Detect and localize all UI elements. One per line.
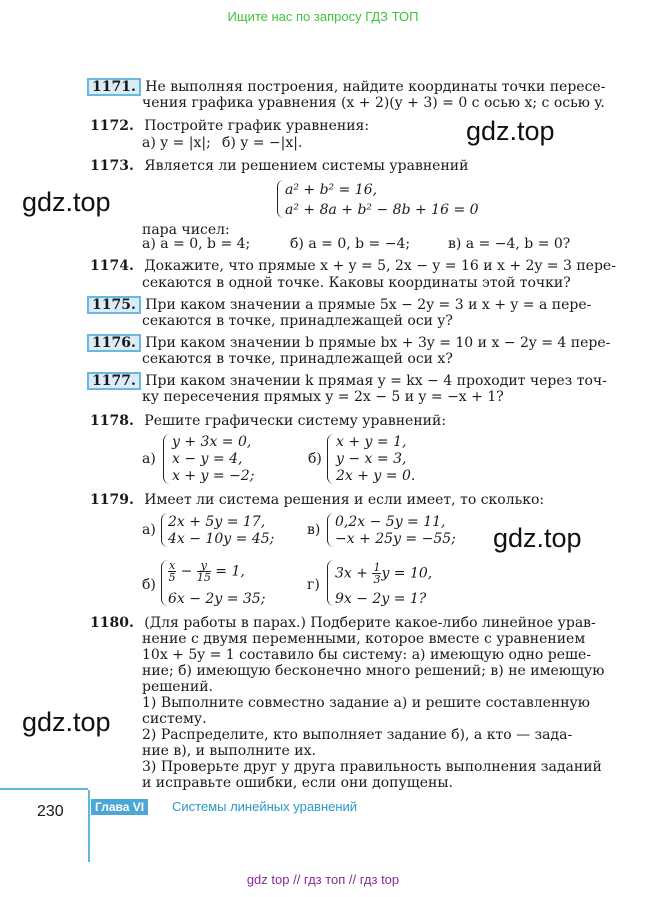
problem-number[interactable]: 1171. xyxy=(87,78,141,96)
problem-1178 xyxy=(90,413,446,429)
option-a: а) a = 0, b = 4; xyxy=(142,236,251,252)
top-banner[interactable]: Ищите нас по запросу ГДЗ ТОП xyxy=(227,9,419,24)
problem-text: При каком значении b прямые bx + 3y = 10 и x − 2y = 4 пере- xyxy=(145,335,611,351)
system-brace xyxy=(163,434,170,484)
bottom-links[interactable]: gdz top // гдз топ // гдз top xyxy=(246,872,400,887)
step-text: и исправьте ошибки, если они допущены. xyxy=(142,775,453,791)
system-brace xyxy=(161,560,168,606)
fraction: $\frac{x}{5}$ xyxy=(168,559,176,584)
watermark: gdz.top xyxy=(22,707,111,737)
chapter-label: Глава VI xyxy=(91,799,148,815)
watermark: gdz.top xyxy=(22,187,111,217)
problem-1173 xyxy=(90,158,468,174)
problem-1171 xyxy=(87,78,605,96)
footer-vertical-rule xyxy=(88,790,90,862)
equation: 2x + y = 0. xyxy=(336,468,416,484)
option-a-label: а) xyxy=(142,522,156,538)
equation: 9x − 2y = 1? xyxy=(335,591,427,607)
equation: y − x = 3, xyxy=(336,451,407,467)
system-brace xyxy=(161,513,168,547)
step-text: систему. xyxy=(142,711,207,727)
problem-text: 10x + 5y = 1 составило бы систему: а) имеющую одно реше- xyxy=(142,647,592,663)
equation: a² + b² = 16, xyxy=(285,182,378,198)
option-a-label: а) xyxy=(142,451,156,467)
problem-1179 xyxy=(90,492,544,508)
equation: y + 3x = 0, xyxy=(172,434,252,450)
problem-text: Постройте график уравнения: xyxy=(144,118,370,134)
problem-number: 1173. xyxy=(90,158,134,174)
equation: 4x − 10y = 45; xyxy=(168,531,275,547)
option-b: б) a = 0, b = −4; xyxy=(290,236,411,252)
problem-text: Решите графически систему уравнений: xyxy=(144,413,447,429)
step-text: 3) Проверьте друг у друга правильность выполнения заданий xyxy=(142,759,602,775)
watermark: gdz.top xyxy=(466,116,555,146)
equation: 2x + 5y = 17, xyxy=(168,514,266,530)
equation: a² + 8a + b² − 8b + 16 = 0 xyxy=(285,202,479,218)
problem-number: 1174. xyxy=(90,258,134,274)
problem-text: При каком значении a прямые 5x − 2y = 3 и x + y = a пере- xyxy=(145,297,592,313)
step-text: 2) Распределите, кто выполняет задание б), а кто — зада- xyxy=(142,727,573,743)
problem-text: Является ли решением системы уравнений xyxy=(144,158,469,174)
problem-text: секаются в точке, принадлежащей оси y? xyxy=(142,313,453,329)
option-g-label: г) xyxy=(307,577,320,593)
equation: x + y = 1, xyxy=(336,434,407,450)
problem-1176 xyxy=(87,334,610,352)
problem-text: (Для работы в парах.) Подберите какое-либо линейное урав- xyxy=(144,615,596,631)
fraction: $\frac{1}{3}$ xyxy=(373,561,381,586)
problem-1172 xyxy=(90,118,369,134)
equation: x + y = −2; xyxy=(172,468,255,484)
step-text: 1) Выполните совместно задание а) и решите составленную xyxy=(142,695,590,711)
equation: 0,2x − 5y = 11, xyxy=(335,514,446,530)
problem-number: 1179. xyxy=(90,492,134,508)
problem-text: При каком значении k прямая y = kx − 4 проходит через точ- xyxy=(145,373,607,389)
problem-number[interactable]: 1175. xyxy=(87,296,141,314)
equation: −x + 25y = −55; xyxy=(335,531,456,547)
step-text: ние в), и выполните их. xyxy=(142,743,316,759)
fraction: $\frac{y}{15}$ xyxy=(196,559,211,584)
equation: 3x + $\frac{1}{3}$ y = 10, xyxy=(335,561,433,586)
problem-1180 xyxy=(90,615,596,631)
problem-text: чения графика уравнения (x + 2)(y + 3) = 0 с осью x; с осью y. xyxy=(142,95,605,111)
equation: x − y = 4, xyxy=(172,451,243,467)
problem-text: нение с двумя переменными, которое вместе с уравнением xyxy=(142,631,586,647)
problem-number[interactable]: 1177. xyxy=(87,372,141,390)
equation: $\frac{x}{5}$ − $\frac{y}{15}$ = 1, xyxy=(168,559,245,584)
problem-1174 xyxy=(90,258,616,274)
problem-text: пара чисел: xyxy=(142,222,230,238)
chapter-title: Системы линейных уравнений xyxy=(172,799,358,814)
problem-number[interactable]: 1176. xyxy=(87,334,141,352)
problem-text: секаются в точке, принадлежащей оси x? xyxy=(142,351,453,367)
option-c: в) a = −4, b = 0? xyxy=(448,236,571,252)
option-b: б) y = −|x|. xyxy=(222,135,303,151)
option-v-label: в) xyxy=(307,522,321,538)
problem-text: Не выполняя построения, найдите координаты точки пересе- xyxy=(145,79,606,95)
problem-number: 1180. xyxy=(90,615,134,631)
equation: 6x − 2y = 35; xyxy=(168,591,266,607)
problem-text: Имеет ли система решения и если имеет, то сколько: xyxy=(144,492,545,508)
option-a: а) y = |x|; xyxy=(142,135,211,151)
system-brace xyxy=(277,180,284,218)
problem-text: ние; б) имеющую бесконечно много решений; в) не имеющую xyxy=(142,663,605,679)
option-b-label: б) xyxy=(308,451,322,467)
option-b-label: б) xyxy=(142,577,156,593)
problem-text: секаются в одной точке. Каковы координаты этой точки? xyxy=(142,275,571,291)
system-brace xyxy=(327,513,334,547)
watermark: gdz.top xyxy=(493,523,582,553)
footer-rule xyxy=(0,788,88,790)
problem-1175 xyxy=(87,296,591,314)
problem-text: решений. xyxy=(142,679,213,695)
problem-number: 1178. xyxy=(90,413,134,429)
problem-text: ку пересечения прямых y = 2x − 5 и y = −x + 1? xyxy=(142,389,504,405)
problem-text: Докажите, что прямые x + y = 5, 2x − y = 16 и x + 2y = 3 пере- xyxy=(144,258,616,274)
problem-1177 xyxy=(87,372,607,390)
system-brace xyxy=(327,434,334,484)
system-brace xyxy=(327,560,334,606)
page-number: 230 xyxy=(37,803,64,820)
problem-number: 1172. xyxy=(90,118,134,134)
